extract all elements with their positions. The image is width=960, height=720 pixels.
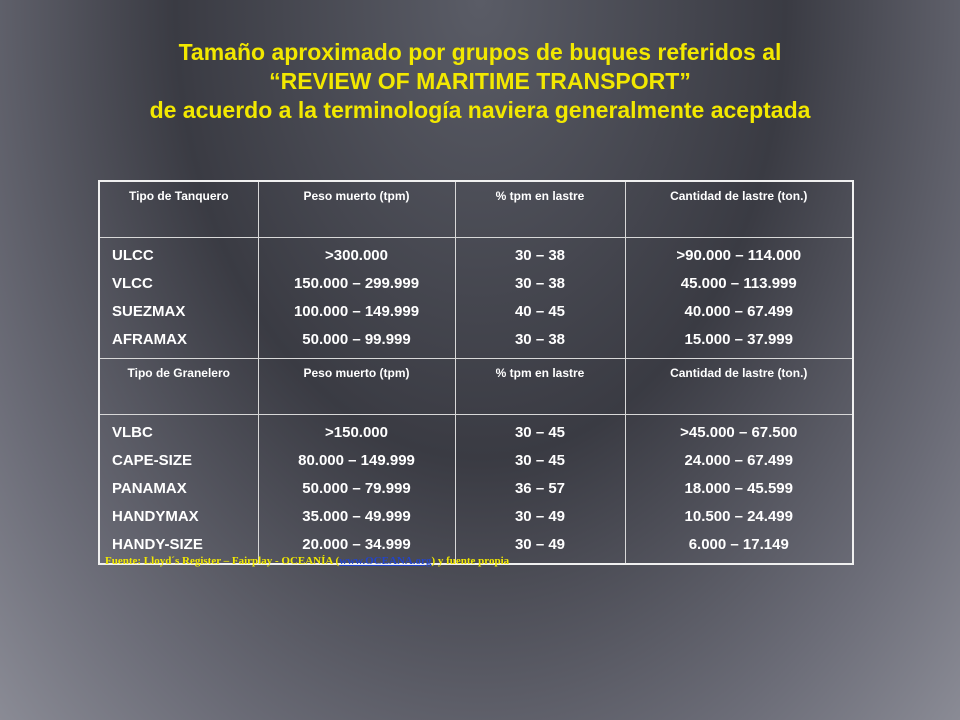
table-cell: 30 – 38 (514, 274, 566, 292)
header-cell: Cantidad de lastre (ton.) (625, 358, 853, 414)
table-cell: VLBC (112, 423, 153, 441)
table-cell: PANAMAX (112, 479, 187, 497)
table-cell: 30 – 49 (514, 507, 566, 525)
tanker-header-row (99, 181, 853, 237)
table-cell: 30 – 38 (514, 330, 566, 348)
header-cell: Tipo de Tanquero (99, 181, 258, 237)
table-cell: 6.000 – 17.149 (688, 535, 789, 553)
table-cell: VLCC (112, 274, 153, 292)
table-cell: 24.000 – 67.499 (684, 451, 793, 469)
header-cell: Tipo de Granelero (99, 358, 258, 414)
table-cell: 30 – 49 (514, 535, 566, 553)
header-cell: Peso muerto (tpm) (258, 358, 455, 414)
bulker-header-row (99, 358, 853, 414)
ship-size-table (98, 180, 854, 565)
table-cell: 10.500 – 24.499 (684, 507, 793, 525)
table-cell: 80.000 – 149.999 (298, 451, 415, 469)
table-cell: 30 – 45 (514, 451, 566, 469)
source-prefix: Fuente: Lloyd´s Register – Fairplay - OCEANÍA ( (105, 555, 340, 567)
table-cell: 18.000 – 45.599 (684, 479, 793, 497)
header-cell: Peso muerto (tpm) (258, 181, 455, 237)
source-link[interactable]: www.OCEANA.org (339, 555, 432, 567)
header-cell: % tpm en lastre (455, 358, 625, 414)
table-cell: HANDY-SIZE (112, 535, 203, 553)
table-cell: >45.000 – 67.500 (680, 423, 798, 441)
table-cell: 40 – 45 (514, 302, 566, 320)
table-cell: >90.000 – 114.000 (676, 246, 802, 264)
tanker-dwt-cell (258, 237, 455, 358)
table-cell: 45.000 – 113.999 (680, 274, 797, 292)
table-cell: 15.000 – 37.999 (684, 330, 793, 348)
title-line-1: Tamaño aproximado por grupos de buques referidos al (178, 39, 782, 65)
table-cell: >150.000 (325, 423, 388, 441)
table-cell: SUEZMAX (112, 302, 186, 320)
header-cell: Cantidad de lastre (ton.) (625, 181, 853, 237)
tanker-types-cell (99, 237, 258, 358)
bulker-types-cell (99, 414, 258, 564)
table-cell: 50.000 – 99.999 (302, 330, 411, 348)
table-cell: 40.000 – 67.499 (684, 302, 793, 320)
table-cell: 50.000 – 79.999 (302, 479, 411, 497)
table-cell: >300.000 (325, 246, 388, 264)
table-cell: CAPE-SIZE (112, 451, 193, 469)
source-note (105, 555, 509, 567)
table-cell: 36 – 57 (514, 479, 566, 497)
bulker-ballast-pct-cell (455, 414, 625, 564)
slide-title (0, 38, 960, 125)
table-cell: AFRAMAX (112, 330, 187, 348)
title-line-2: “REVIEW OF MARITIME TRANSPORT” (269, 68, 691, 94)
table-cell: 30 – 45 (514, 423, 566, 441)
table-cell: 20.000 – 34.999 (302, 535, 411, 553)
source-suffix: ) y fuente propia (431, 555, 510, 567)
tanker-ballast-pct-cell (455, 237, 625, 358)
bulker-ballast-qty-cell (625, 414, 853, 564)
table-cell: 100.000 – 149.999 (293, 302, 420, 320)
header-cell: % tpm en lastre (455, 181, 625, 237)
title-line-3: de acuerdo a la terminología naviera generalmente aceptada (149, 97, 811, 123)
table-cell: HANDYMAX (112, 507, 199, 525)
bulker-dwt-cell (258, 414, 455, 564)
table-cell: 30 – 38 (514, 246, 566, 264)
table-cell: ULCC (112, 246, 154, 264)
tanker-data-row (99, 237, 853, 358)
tanker-ballast-qty-cell (625, 237, 853, 358)
bulker-data-row (99, 414, 853, 564)
table-cell: 150.000 – 299.999 (293, 274, 420, 292)
table-cell: 35.000 – 49.999 (302, 507, 411, 525)
